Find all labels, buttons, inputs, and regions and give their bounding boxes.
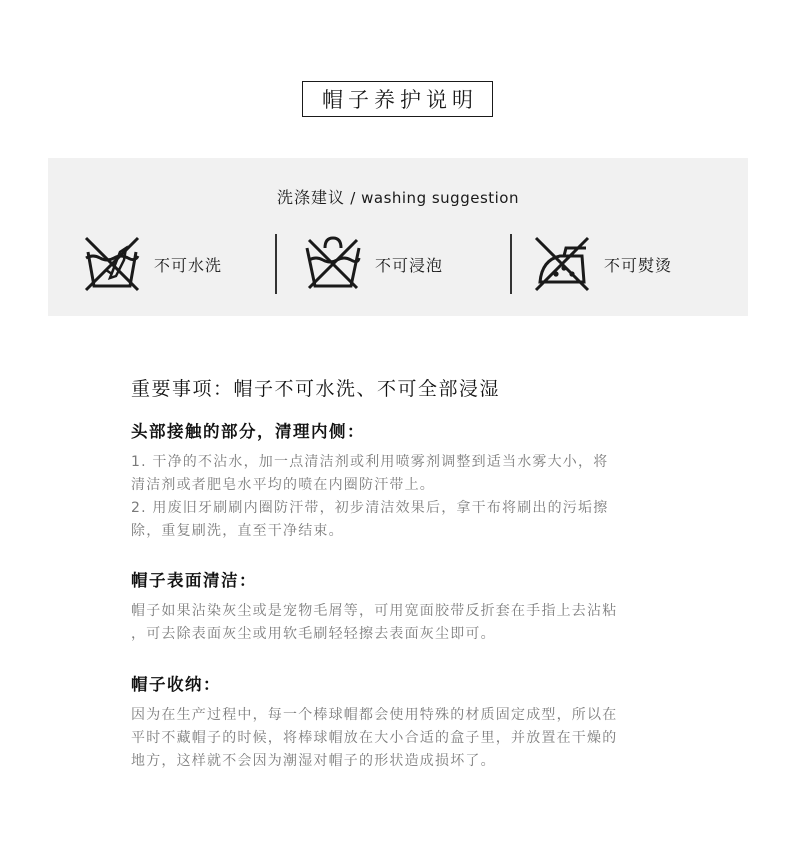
no-iron-icon [532, 234, 592, 294]
care-label-no-iron: 不可熨烫 [604, 255, 673, 275]
divider [275, 234, 277, 294]
section-line: ，可去除表面灰尘或用软毛刷轻轻擦去表面灰尘即可。 [131, 626, 496, 642]
section-line: 除，重复刷洗，直至干净结束。 [131, 523, 344, 539]
important-note: 重要事项：帽子不可水洗、不可全部浸湿 [131, 378, 501, 400]
washing-heading-sep: / [345, 189, 362, 207]
section-line: 清洁剂或者肥皂水平均的喷在内圈防汗带上。 [131, 477, 435, 493]
section-line: 1. 干净的不沾水，加一点清洁剂或利用喷雾剂调整到适当水雾大小，将 [131, 454, 609, 470]
section-heading: 头部接触的部分，清理内侧： [131, 422, 365, 441]
divider [510, 234, 512, 294]
section-line: 因为在生产过程中，每一个棒球帽都会使用特殊的材质固定成型，所以在 [131, 707, 618, 723]
section-storage [131, 671, 671, 773]
care-item-no-iron [532, 234, 672, 294]
care-label-no-soak: 不可浸泡 [375, 255, 444, 275]
section-line: 平时不藏帽子的时候，将棒球帽放在大小合适的盒子里，并放置在干燥的 [131, 730, 618, 746]
section-heading: 帽子收纳： [131, 675, 221, 694]
care-item-no-wash [82, 234, 222, 294]
washing-heading-cn: 洗涤建议 [277, 188, 346, 207]
section-line: 地方，这样就不会因为潮湿对帽子的形状造成损坏了。 [131, 753, 496, 769]
section-surface-cleaning [131, 567, 671, 646]
washing-heading-en: washing suggestion [361, 189, 519, 207]
section-heading: 帽子表面清洁： [131, 571, 257, 590]
section-line: 2. 用废旧牙刷刷内圈防汗带，初步清洁效果后，拿干布将刷出的污垢擦 [131, 500, 609, 516]
care-item-no-soak [303, 234, 443, 294]
no-wash-icon [82, 234, 142, 294]
page-title: 帽子养护说明 [302, 81, 493, 117]
care-label-no-wash: 不可水洗 [154, 255, 223, 275]
washing-suggestion-panel [48, 158, 748, 316]
washing-heading [48, 185, 748, 208]
no-soak-icon [303, 234, 363, 294]
section-line: 帽子如果沾染灰尘或是宠物毛屑等，可用宽面胶带反折套在手指上去沾粘 [131, 603, 618, 619]
section-inner-cleaning [131, 418, 671, 543]
